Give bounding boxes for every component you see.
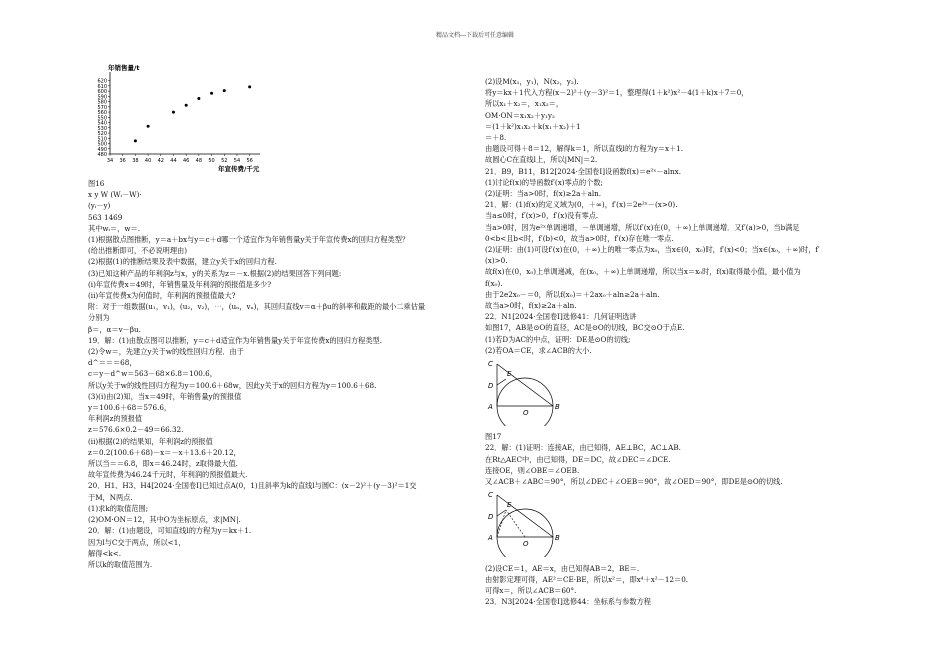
left-text-line: 附：对于一组数据(u₁，v₁)，(u₂，v₂)，⋯，(uₙ，vₙ)，其回归直线v＝α＋βu的斜率和截距的最小二乘估量 <box>88 302 426 312</box>
left-text-line: (ii)根据(2)的结果知，年利润z的预报值 <box>88 436 213 446</box>
right-text-line: 21．B9，B11，B12[2024·全国卷Ⅰ]设函数f(x)＝e²ˣ－alnx. <box>485 166 681 176</box>
scatter-chart <box>88 60 268 178</box>
y-tick-label: 580 <box>97 99 107 106</box>
x-tick-label: 36 <box>119 158 126 164</box>
right-text-line: ＝＋8. <box>485 133 507 143</box>
figure-17-caption: 图17 <box>485 432 502 442</box>
right-text-line: (2)设CE＝1，AE＝x，由已知得AB＝2，BE＝. <box>485 563 640 573</box>
left-text-line: (1)求k的取值范围; <box>88 503 149 513</box>
y-tick-label: 590 <box>97 94 107 101</box>
right-text-line: (2)若OA＝CE，求∠ACB的大小. <box>485 345 592 355</box>
y-tick-label: 480 <box>97 152 107 158</box>
label-c: C <box>488 360 493 369</box>
right-text-line: (1)若D为AC的中点，证明：DE是⊙O的切线; <box>485 334 631 344</box>
label-a: A <box>488 534 493 543</box>
right-text-line: 由题设可得＋8＝12，解得k＝1，所以直线l的方程为y＝x＋1. <box>485 144 684 154</box>
right-text-line: (x)>0. <box>485 256 508 266</box>
data-point <box>147 125 150 128</box>
right-text-line: f(x₀). <box>485 278 503 288</box>
y-tick-label: 560 <box>97 110 107 117</box>
left-text-line: z＝0.2(100.6＋68)－x＝－x＋13.6＋20.12， <box>88 447 241 457</box>
y-tick-label: 620 <box>97 78 107 85</box>
left-text-line: (3)(i)由(2)知，当x＝49时，年销售量y的预报值 <box>88 391 242 401</box>
right-text-line: 当a≤0时，f′(x)>0，f′(x)没有零点. <box>485 211 599 221</box>
label-c: C <box>488 491 493 500</box>
y-tick-label: 570 <box>97 104 107 111</box>
left-text-line: 其中wᵢ＝，w＝. <box>88 223 140 233</box>
label-e: E <box>507 501 512 510</box>
dashed-ae <box>497 510 506 537</box>
line-cb <box>497 495 553 537</box>
right-text-line: 又∠ACB＋∠ABC＝90°，所以∠DEC＋∠OEB＝90°，故∠OED＝90°，即DE是⊙O的切线. <box>485 477 783 487</box>
y-axis-label: 年销售量/t <box>108 64 140 72</box>
left-text-line: d^＝＝＝68， <box>88 358 137 368</box>
data-point <box>185 104 188 107</box>
y-tick-label: 530 <box>97 125 107 132</box>
right-column <box>485 76 870 607</box>
right-text-line: 22．N1[2024·全国卷Ⅰ]选修41：几何证明选讲 <box>485 312 637 322</box>
right-text-line: 故圆心C在直线l上，所以|MN|＝2. <box>485 155 598 165</box>
y-tick-label: 510 <box>97 136 107 143</box>
x-tick-label: 56 <box>246 158 253 164</box>
left-text-line: 解得<k<. <box>88 548 122 558</box>
label-b: B <box>555 403 560 412</box>
left-text-line: 图16 <box>88 179 105 188</box>
right-text-line: 将y＝kx＋1代入方程(x－2)²＋(y－3)²＝1，整理得(1＋k²)x²－4(1＋k)x＋7＝0， <box>485 88 749 98</box>
label-e: E <box>507 370 512 379</box>
left-text-line: c＝y－d^w＝563－68×6.8＝100.6， <box>88 369 217 379</box>
right-text-line: 可得x＝，所以∠ACB＝60°. <box>485 585 577 595</box>
left-column <box>88 178 470 570</box>
y-tick-label: 490 <box>97 146 107 153</box>
right-text-line: 22．解：(1)证明：连接AE，由已知得，AE⊥BC，AC⊥AB. <box>485 443 681 453</box>
data-point <box>134 139 137 142</box>
right-text-line: 所以x₁＋x₂＝，x₁x₂＝， <box>485 99 564 109</box>
right-text-line: (2)设M(x₁，y₁)，N(x₂，y₂). <box>485 77 579 86</box>
left-text-line: 19．解：(1)由散点图可以推断，y＝c＋d适宜作为年销售量y关于年宣传费x的回归方程类型. <box>88 335 382 345</box>
left-text-line: 故年宣传费为46.24千元时，年利润的预报值最大. <box>88 470 248 480</box>
y-tick-label: 520 <box>97 131 107 138</box>
label-o: O <box>523 409 529 418</box>
left-text-line: (2)令w＝，先建立y关于w的线性回归方程．由于 <box>88 347 244 357</box>
x-tick-label: 44 <box>170 158 177 164</box>
x-tick-label: 42 <box>157 158 164 164</box>
left-text-line: 20．H1、H3、H4[2024·全国卷Ⅰ]已知过点A(0，1)且斜率为k的直线l与圆C：(x－2)²＋(y－3)²＝1交 <box>88 481 417 491</box>
x-axis-label: 年宣传费/千元 <box>218 165 260 173</box>
geometry-figure-17 <box>485 358 870 429</box>
left-text-line: 所以y关于w的线性回归方程为y＝100.6＋68w，因此y关于x的回归方程为y＝100.6＋68. <box>88 380 377 390</box>
right-text-line: 0<b<且b<时，f′(b)<0，故当a>0时，f′(x)存在唯一零点. <box>485 233 674 243</box>
x-tick-label: 46 <box>182 158 190 164</box>
data-point <box>172 111 175 114</box>
left-text-line: (1)根据散点图推断，y＝a＋bx与y＝c＋d哪一个适宜作为年销售量y关于年宣传费x的回归方程类型？ <box>88 235 410 245</box>
left-text-line: z＝576.6×0.2－49＝66.32. <box>88 425 184 435</box>
label-b: B <box>555 534 560 543</box>
y-tick-label: 540 <box>97 120 107 127</box>
right-text-line: 故f(x)在(0，x₀)上单调递减，在(x₀，＋∞)上单调递增，所以当x＝x₀时，f(x)取得最小值，最小值为 <box>485 267 801 277</box>
right-text-line: 在Rt△AEC中，由已知得，DE＝DC，故∠DEC＝∠DCE. <box>485 454 671 464</box>
left-text-line: (给出推断即可，不必说明理由) <box>88 246 188 256</box>
left-text-line: 于M，N两点. <box>88 492 133 502</box>
left-text-line: 所以当＝＝6.8，即x＝46.24时，z取得最大值. <box>88 459 238 469</box>
data-point <box>223 89 226 92</box>
label-o: O <box>523 540 529 549</box>
geometry-figure-17b <box>485 489 870 560</box>
right-text-line: (2)证明：由(1)可设f′(x)在(0，＋∞)上的唯一零点为x₀，当x∈(0，x₀)时，f′(x)<0；当x∈(x₀，＋∞)时，f′ <box>485 245 820 255</box>
left-text-line: 因为l与C交于两点，所以<1， <box>88 537 186 547</box>
data-point <box>210 92 213 95</box>
right-text-line: 21．解：(1)f(x)的定义域为(0，＋∞)，f′(x)＝2e²ˣ－(x>0). <box>485 200 678 210</box>
left-text-line: y＝100.6＋68＝576.6， <box>88 403 172 413</box>
x-tick-label: 50 <box>208 158 215 164</box>
right-text-line: 如图17，AB是⊙O的直径，AC是⊙O的切线，BC交⊙O于点E. <box>485 323 685 333</box>
right-text-line: 由射影定理可得，AE²＝CE·BE，所以x²＝，即x⁴＋x²－12＝0. <box>485 574 689 584</box>
left-text-line: x y W (Wᵢ－W)· <box>88 190 142 200</box>
page-header: 精品文档---下载后可任意编辑 <box>435 32 515 39</box>
x-tick-label: 34 <box>106 158 114 164</box>
right-text-line: 23．N3[2024·全国卷Ⅰ]选修44：坐标系与参数方程 <box>485 597 651 607</box>
y-tick-label: 550 <box>97 115 107 122</box>
x-tick-label: 48 <box>195 158 203 164</box>
data-point <box>197 97 200 100</box>
x-tick-label: 52 <box>221 158 228 164</box>
x-tick-label: 54 <box>233 158 241 164</box>
left-text-line: (i)年宣传费x＝49时，年销售量及年利润的预报值是多少? <box>88 279 272 289</box>
line-cb <box>497 364 553 406</box>
right-text-line: 当a>0时，因为e²ˣ单调递增，－单调递增，所以f′(x)在(0，＋∞)上单调递增．又f′(a)>0，当b满足 <box>485 222 800 232</box>
left-text-line: β＝，α＝v－βu. <box>88 324 141 334</box>
label-a: A <box>488 403 493 412</box>
right-text-line: OM·ON＝x₁x₂＋y₁y₂ <box>485 110 555 120</box>
right-text-line: (1)讨论f(x)的导函数f′(x)零点的个数; <box>485 177 603 187</box>
y-tick-label: 610 <box>97 83 107 90</box>
left-text-line: 20．解：(1)由题设，可知直线l的方程为y＝kx＋1. <box>88 526 252 536</box>
left-text-line: (3)已知这种产品的年利润z与x，y的关系为z＝－x.根据(2)的结果回答下列问题: <box>88 268 342 278</box>
line-de <box>497 379 506 385</box>
label-d: D <box>488 513 494 522</box>
data-point <box>248 85 251 88</box>
left-text-line: (2)根据(1)的推断结果及表中数据，建立y关于x的回归方程. <box>88 257 277 267</box>
right-text-line: 连接OE，则∠OBE＝∠OEB. <box>485 465 580 475</box>
left-text-line: 所以k的取值范围为. <box>88 559 153 569</box>
left-text-line: (yᵢ－y) <box>88 201 111 211</box>
y-tick-label: 600 <box>97 89 107 96</box>
y-tick-label: 500 <box>97 141 107 148</box>
label-d: D <box>488 382 494 391</box>
left-text-line: (ii)年宣传费x为何值时，年利润的预报值最大? <box>88 291 236 301</box>
left-text-line: 563 1469 <box>88 212 123 222</box>
right-text-line: (2)证明：当a>0时，f(x)≥2a＋aln. <box>485 189 602 199</box>
x-tick-label: 38 <box>132 158 139 164</box>
x-tick-label: 40 <box>144 158 152 164</box>
right-text-line: 由于2e2x₀－＝0，所以f(x₀)＝＋2ax₀＋aln≥2a＋aln. <box>485 289 660 299</box>
line-de <box>497 510 506 516</box>
right-text-line: 故当a>0时，f(x)≥2a＋aln. <box>485 301 577 311</box>
left-text-line: 分别为 <box>88 313 110 323</box>
right-text-line: ＝(1＋k²)x₁x₂＋k(x₁＋x₂)＋1 <box>485 121 581 131</box>
left-text-line: 年利润z的预报值 <box>88 414 143 424</box>
left-text-line: (2)OM·ON＝12，其中O为坐标原点，求|MN|. <box>88 515 241 525</box>
